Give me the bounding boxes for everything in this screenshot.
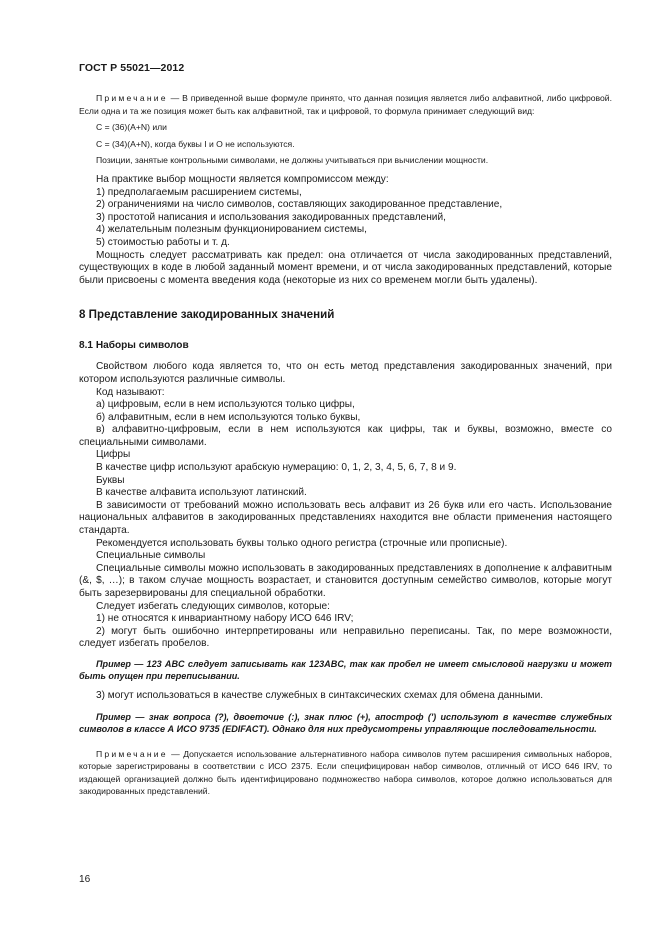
list-item: 2) могут быть ошибочно интерпретированы или неправильно переписаны. Так, по мере возможности, следует избегать пробелов. (79, 625, 612, 650)
body-paragraph: В зависимости от требований можно использовать весь алфавит из 26 букв или его часть. Использование национальных алфавитов в закодированных представлениях находится вне области применения настоящего стандарта. (79, 499, 612, 537)
subheading-special: Специальные символы (96, 550, 206, 562)
note-paragraph-2 (79, 748, 612, 798)
practice-conclusion: Мощность следует рассматривать как предел: она отличается от числа закодированных представлений, существующих в коде в любой заданный момент времени, и от числа закодированных представлений, которые были присвоены с момента введения кода (некоторые из них со временем могли быть удалены). (79, 249, 612, 286)
practice-item: 3) простотой написания и использования закодированных представлений, (96, 211, 446, 223)
note-paragraph (79, 92, 612, 117)
page-content (79, 92, 612, 798)
practice-item: 5) стоимостью работы и т. д. (96, 236, 230, 248)
document-header: ГОСТ Р 55021—2012 (79, 62, 185, 74)
note-text: — В приведенной выше формуле принято, что данная позиция является либо алфавитной, либо цифровой. Если одна и та же позиция может быть как алфавитной, так и цифровой, то формула принимает следующий вид: (79, 93, 612, 116)
section-8-heading: 8 Представление закодированных значений (79, 308, 335, 322)
subheading-digits: Цифры (96, 449, 131, 461)
list-item: б) алфавитным, если в нем используются только буквы, (96, 411, 361, 423)
body-paragraph: Следует избегать следующих символов, которые: (96, 600, 330, 612)
body-paragraph: В качестве алфавита используют латинский. (96, 487, 307, 499)
body-paragraph: Код называют: (96, 386, 165, 398)
section-8-1-heading: 8.1 Наборы символов (79, 340, 189, 352)
practice-item: 4) желательным полезным функционированием системы, (96, 224, 367, 236)
page-number: 16 (79, 874, 91, 885)
practice-item: 1) предполагаемым расширением системы, (96, 186, 302, 198)
formula-1: C = (36)(A+N) или (96, 122, 167, 133)
practice-intro: На практике выбор мощности является компромиссом между: (96, 173, 389, 185)
list-item: а) цифровым, если в нем используются только цифры, (96, 399, 355, 411)
note-label: Примечание (96, 748, 168, 759)
note-label: Примечание (96, 93, 168, 103)
body-paragraph: Специальные символы можно использовать в закодированных представлениях в дополнение к алфавитным (&, $, …); в таком случае мощность возрастает, и становится доступным семейство символов, которые могут быть зарезервированы для специальной обработки. (79, 562, 612, 599)
body-paragraph: В качестве цифр используют арабскую нумерацию: 0, 1, 2, 3, 4, 5, 6, 7, 8 и 9. (96, 462, 457, 474)
body-paragraph: Свойством любого кода является то, что он есть метод представления закодированных значений, при котором используются различные символы. (79, 361, 612, 385)
note-text: — Допускается использование альтернативного набора символов путем расширения символьных наборов, которые зарегистрированы в соответствии с ИСО 2375. Если специфицирован набор символов, отличный от ИСО 646 IRV, то издающей организацией должно быть идентифицировано подмножество набора символов, которое должно использоваться для закодированных представлений. (79, 748, 612, 797)
list-item: 1) не относятся к инвариантному набору ИСО 646 IRV; (96, 613, 354, 625)
positions-note: Позиции, занятые контрольными символами, не должны учитываться при вычислении мощности. (96, 155, 489, 166)
list-item: в) алфавитно-цифровым, если в нем используются как цифры, так и буквы, возможно, вместе со специальными символами. (79, 424, 612, 448)
example-2: Пример — знак вопроса (?), двоеточие (:), знак плюс (+), апостроф (') используют в качестве служебных символов в классе А ИСО 9735 (EDIFACT). Однако для них предусмотрены управляющие последовательности. (79, 711, 612, 734)
subheading-letters: Буквы (96, 474, 125, 486)
formula-2: C = (34)(A+N), когда буквы I и O не используются. (96, 138, 295, 149)
body-paragraph: Рекомендуется использовать буквы только одного регистра (строчные или прописные). (96, 537, 508, 549)
practice-item: 2) ограничениями на число символов, составляющих закодированное представление, (96, 199, 503, 211)
example-1: Пример — 123 ABC следует записывать как 123ABC, так как пробел не имеет смысловой нагрузки и может быть опущен при переписывании. (79, 658, 612, 681)
list-item: 3) могут использоваться в качестве служебных в синтаксических схемах для обмена данными. (96, 689, 544, 701)
